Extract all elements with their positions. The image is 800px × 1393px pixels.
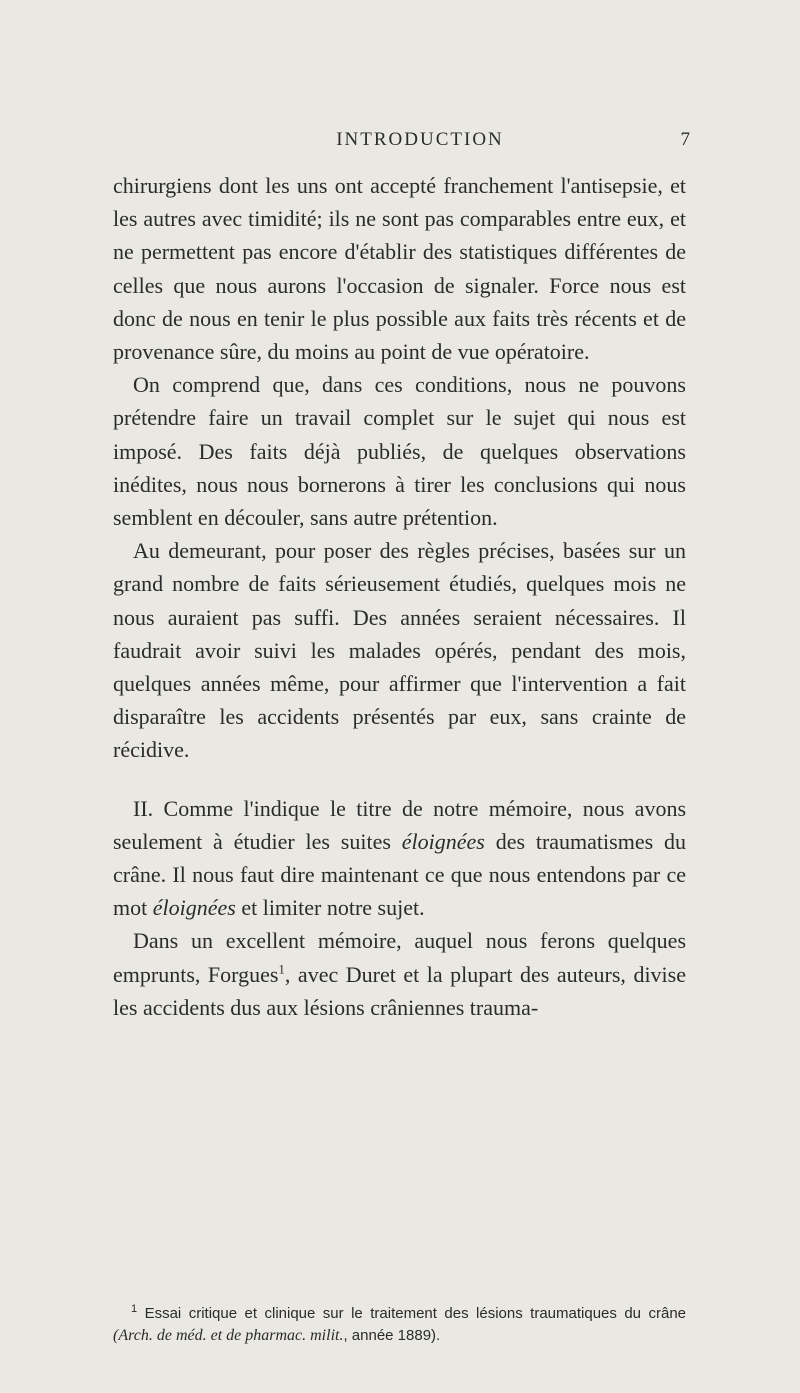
running-head [140, 129, 700, 157]
footnotes [113, 1303, 686, 1347]
italic-term-2: éloignées [152, 895, 236, 921]
paragraph-1: chirurgiens dont les uns ont accepté franchement l'antisepsie, et les autres avec timidité; ils ne sont pas comparables entre eux, et ne permettent pas encore d'établir des statistiques différentes de celles que nous aurons l'occasion de signaler. Force nous est donc de nous en tenir le plus possible aux faits très récents et de provenance sûre, du moins au point de vue opératoire. [113, 173, 686, 365]
footnote-reference: 1 [278, 961, 285, 977]
chapter-title: INTRODUCTION [336, 129, 504, 150]
footnote-citation: (Arch. de méd. et de pharmac. milit. [113, 1327, 344, 1344]
page-number: 7 [680, 129, 692, 150]
paragraph-5-text-b: , avec Duret et la plupart des auteurs, divise les accidents dus aux lésions crâniennes trauma- [113, 961, 686, 1020]
footnote-1 [113, 1303, 686, 1347]
paragraph-5 [113, 924, 686, 1024]
body-text [113, 169, 686, 1024]
footnote-text-a: Essai critique et clinique sur le traitement des lésions traumatiques du crâne [137, 1305, 686, 1322]
section-ii-text-a: II. Comme l'indique le titre de notre mémoire, nous avons seulement à étudier les suites [113, 795, 686, 854]
italic-term-1: éloignées [401, 828, 485, 854]
section-ii-paragraph [113, 792, 686, 925]
section-ii-text-b: des traumatismes du crâne. Il nous faut dire maintenant ce que nous entendons par ce mot [113, 828, 686, 921]
footnote-text-b: , année 1889). [343, 1327, 441, 1344]
section-ii-text-c: et limiter notre sujet. [235, 895, 425, 921]
footnote-mark: 1 [131, 1303, 138, 1315]
paragraph-2: On comprend que, dans ces conditions, nous ne pouvons prétendre faire un travail complet sur le sujet qui nous est imposé. Des faits déjà publiés, de quelques observations inédites, nous nous bornerons à tirer les conclusions qui nous semblent en découler, sans autre prétention. [113, 372, 686, 531]
paragraph-3: Au demeurant, pour poser des règles précises, basées sur un grand nombre de faits sérieusement étudiés, quelques mois ne nous auraient pas suffi. Des années seraient nécessaires. Il faudrait avoir suivi les malades opérés, pendant des mois, quelques années même, pour affirmer que l'intervention a fait disparaître les accidents présentés par eux, sans crainte de récidive. [113, 538, 686, 763]
paragraph-5-text-a: Dans un excellent mémoire, auquel nous ferons quelques emprunts, Forgues [113, 928, 686, 987]
